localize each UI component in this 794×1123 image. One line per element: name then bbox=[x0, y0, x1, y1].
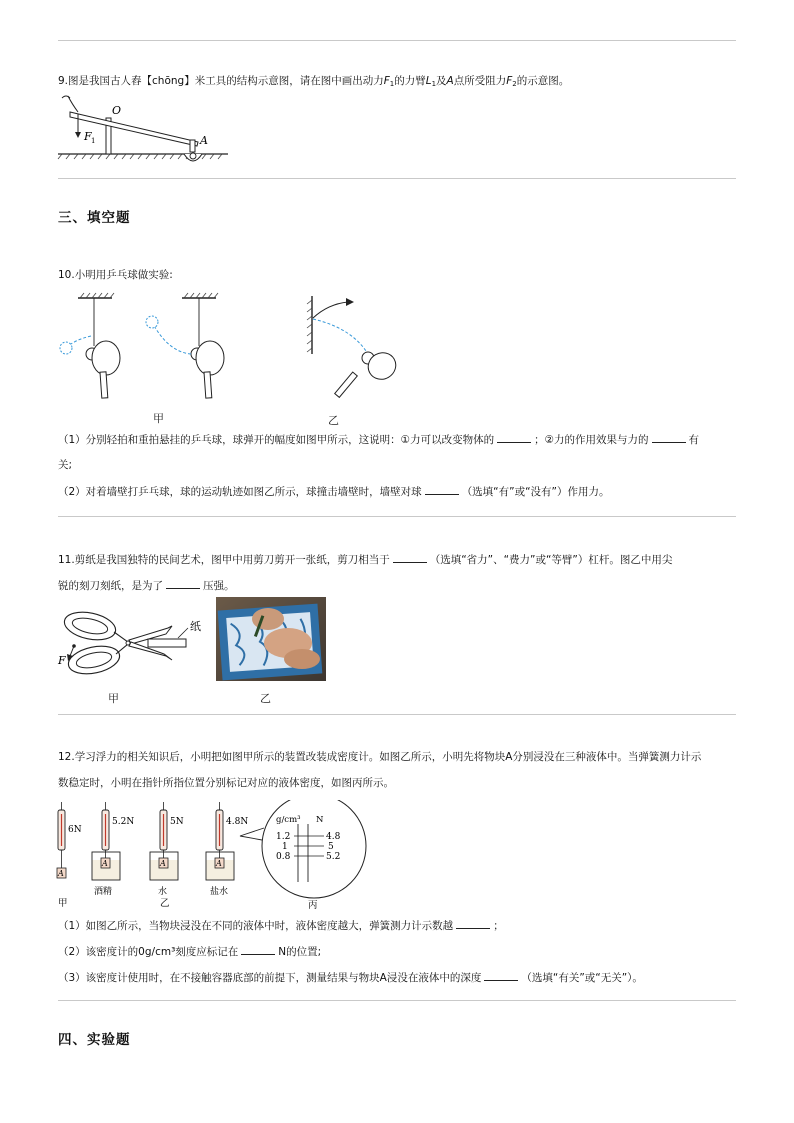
q12-blank-1[interactable] bbox=[456, 918, 490, 929]
q11-blank-1[interactable] bbox=[393, 552, 427, 563]
q9-text: 9.图是我国古人舂【chōng】米工具的结构示意图，请在图中画出动力$F_1$的力臂$L_1$及A点所受阻力$F_2$的示意图。 bbox=[58, 75, 570, 88]
q10-part1: （1）分别轻拍和重拍悬挂的乒乓球，球弹开的幅度如图甲所示，这说明：①力可以改变物体的 ；②力的作用效果与力的 有 bbox=[58, 434, 700, 446]
q9-label-f1-sub: 1 bbox=[91, 137, 96, 145]
spring-scale-saltwater bbox=[206, 802, 248, 897]
q11-line1: 11.剪纸是我国独特的民间艺术，图甲中用剪刀剪开一张纸，剪刀相当于 （选填“省力”、“费力”或“等臂”）杠杆。图乙中用尖 bbox=[58, 554, 673, 566]
liquid-saltwater: 盐水 bbox=[210, 887, 229, 897]
unit-density: g/cm³ bbox=[276, 815, 301, 825]
q10-blank-3[interactable] bbox=[425, 484, 459, 495]
scale-right-1: 4.8 bbox=[326, 832, 341, 842]
divider-q12 bbox=[58, 1000, 736, 1001]
q11-label-paper: 纸 bbox=[190, 620, 201, 633]
spring-scale-water bbox=[150, 802, 184, 897]
liquid-alcohol: 酒精 bbox=[94, 887, 113, 897]
density-scale-callout bbox=[240, 800, 366, 898]
q10-figure bbox=[56, 292, 406, 410]
q12-figure bbox=[54, 800, 388, 910]
q11-label-f: F bbox=[58, 654, 66, 667]
section-title-experiment: 四、实验题 bbox=[58, 1032, 131, 1048]
q11-caption-yi: 乙 bbox=[260, 692, 271, 705]
spring-scale-alcohol bbox=[92, 802, 134, 897]
q12-caption-bing: 丙 bbox=[308, 900, 318, 910]
q12-part1: （1）如图乙所示，当物块浸没在不同的液体中时，液体密度越大，弹簧测力计示数越 ； bbox=[58, 920, 504, 932]
q10-blank-1[interactable] bbox=[497, 432, 531, 443]
q11-figure-scissors bbox=[56, 604, 206, 686]
block-label-water: A bbox=[160, 859, 166, 868]
q10-blank-2[interactable] bbox=[652, 432, 686, 443]
q9-label-o: O bbox=[112, 104, 122, 117]
liquid-water: 水 bbox=[158, 887, 168, 897]
q11-caption-jia: 甲 bbox=[108, 692, 119, 705]
q11-blank-2[interactable] bbox=[166, 578, 200, 589]
section-title-fill-blank: 三、填空题 bbox=[58, 210, 131, 226]
scale-left-2: 1 bbox=[282, 842, 288, 852]
scale-right-2: 5 bbox=[328, 842, 334, 852]
reading-alcohol: 5.2N bbox=[112, 817, 135, 827]
q12-blank-3[interactable] bbox=[484, 970, 518, 981]
unit-newton: N bbox=[316, 815, 324, 825]
divider-q10 bbox=[58, 516, 736, 517]
q12-part2: （2）该密度计的0g/cm³刻度应标记在 N的位置; bbox=[58, 946, 322, 958]
block-label-jia: A bbox=[58, 869, 64, 878]
q10-part1-cont: 关; bbox=[58, 459, 73, 471]
q12-blank-2[interactable] bbox=[241, 944, 275, 955]
q9-label-a: A bbox=[200, 134, 208, 147]
scale-left-1: 1.2 bbox=[276, 832, 291, 842]
q10-caption-yi: 乙 bbox=[328, 414, 339, 427]
q12-caption-jia: 甲 bbox=[58, 898, 68, 909]
divider-top bbox=[58, 40, 736, 41]
divider-q9 bbox=[58, 178, 736, 179]
q10-intro: 10.小明用乒乓球做实验: bbox=[58, 269, 173, 281]
q11-photo-papercut bbox=[216, 597, 326, 681]
q9-figure-lever bbox=[56, 92, 236, 162]
q12-line2: 数稳定时，小明在指针所指位置分别标记对应的液体密度，如图丙所示。 bbox=[58, 777, 394, 789]
reading-saltwater: 4.8N bbox=[226, 817, 249, 827]
q9-label-f1: F bbox=[84, 130, 92, 143]
scale-left-3: 0.8 bbox=[276, 852, 291, 862]
q12-part3: （3）该密度计使用时，在不接触容器底部的前提下，测量结果与物块A浸没在液体中的深度 （选填“有关”或“无关”）。 bbox=[58, 972, 643, 984]
spring-scale-jia bbox=[57, 802, 82, 878]
q12-caption-yi: 乙 bbox=[160, 898, 170, 909]
divider-q11 bbox=[58, 714, 736, 715]
block-label-saltwater: A bbox=[216, 859, 222, 868]
scale-right-3: 5.2 bbox=[326, 852, 341, 862]
q11-line2: 锐的刻刀刻纸，是为了 压强。 bbox=[58, 580, 235, 592]
q10-part2: （2）对着墙壁打乒乓球，球的运动轨迹如图乙所示，球撞击墙壁时，墙壁对球 （选填“有”或“没有”）作用力。 bbox=[58, 486, 610, 498]
reading-water: 5N bbox=[170, 817, 184, 827]
q12-line1: 12.学习浮力的相关知识后，小明把如图甲所示的装置改装成密度计。如图乙所示，小明先将物块A分别浸没在三种液体中。当弹簧测力计示 bbox=[58, 751, 702, 763]
reading-jia: 6N bbox=[68, 825, 82, 835]
block-label-alcohol: A bbox=[102, 859, 108, 868]
q10-caption-jia: 甲 bbox=[153, 412, 164, 425]
